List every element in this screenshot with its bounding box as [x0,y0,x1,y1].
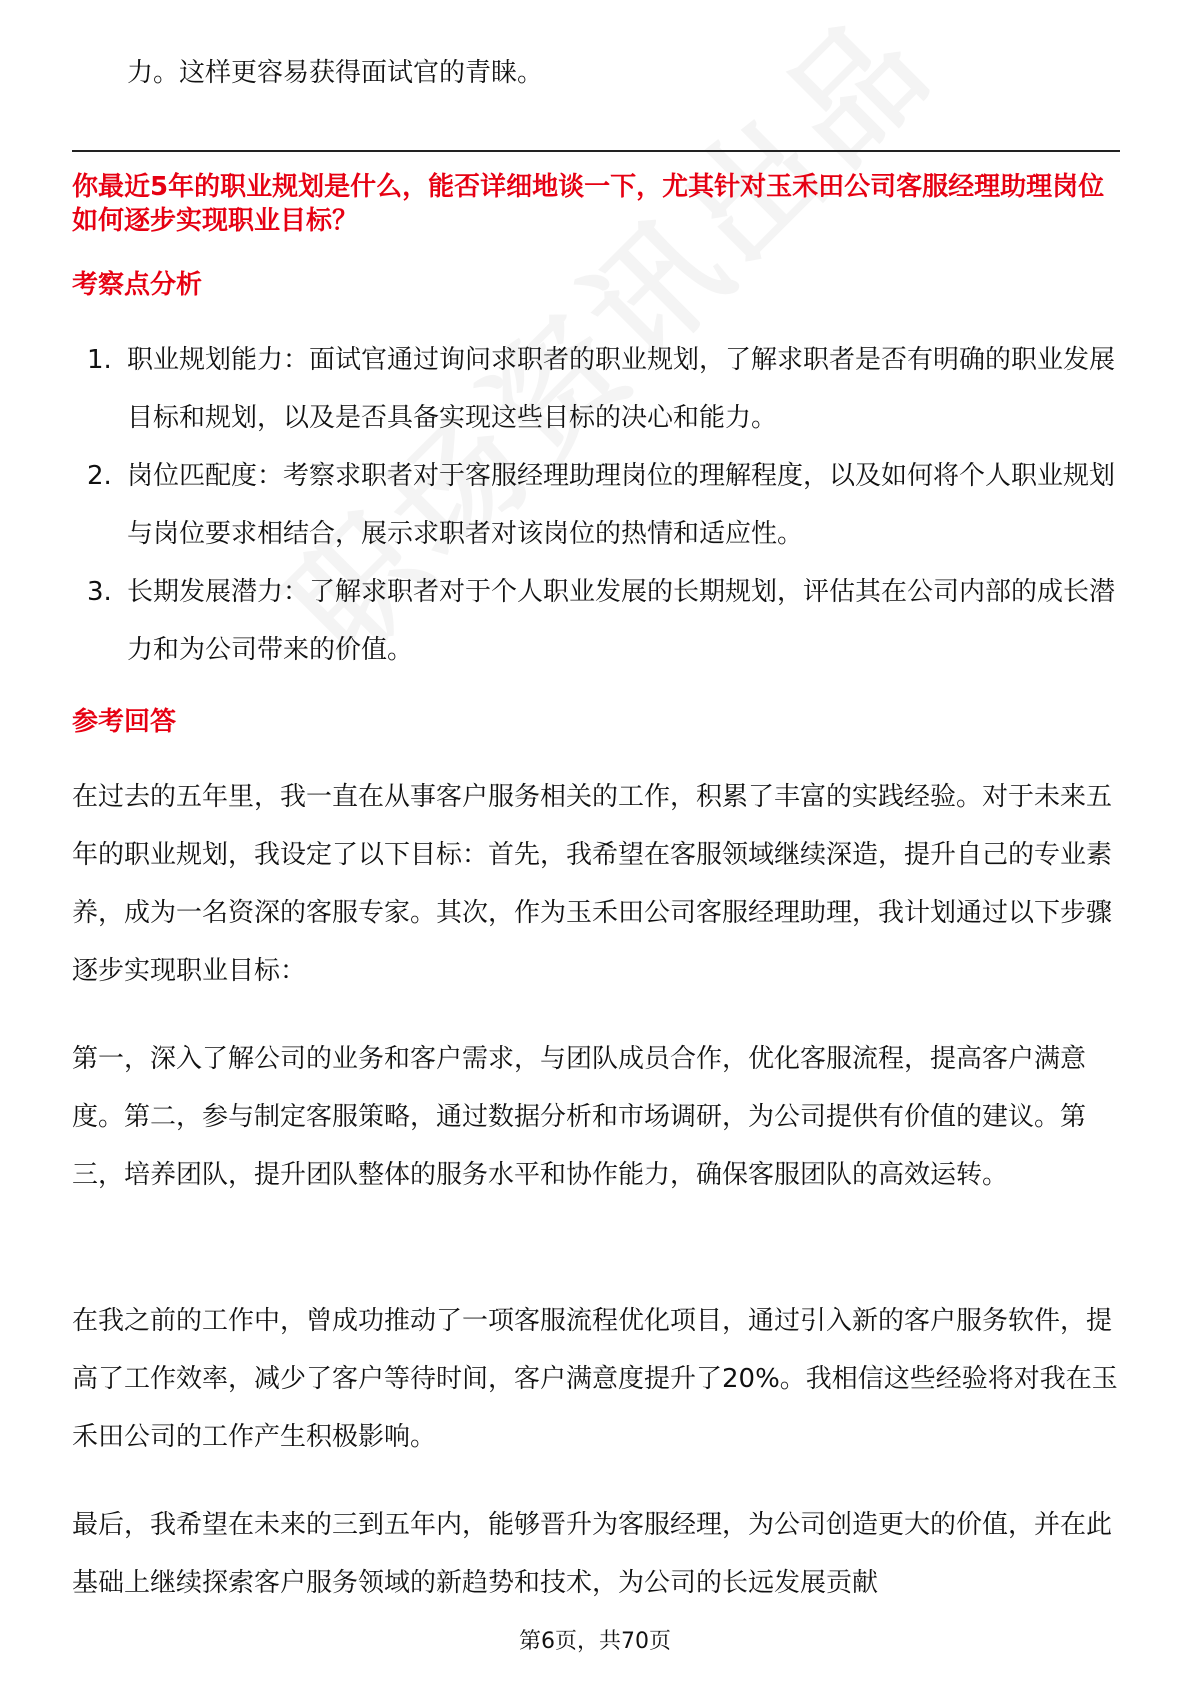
list-item-text: 长期发展潜力：了解求职者对于个人职业发展的长期规划，评估其在公司内部的成长潜力和为公司带来的价值。 [127,577,1116,665]
list-item [87,563,1120,679]
question-title: 你最近5年的职业规划是什么，能否详细地谈一下，尤其针对玉禾田公司客服经理助理岗位如何逐步实现职业目标？ [72,172,1105,236]
list-number: 3. [87,577,112,607]
answer-heading: 参考回答 [72,707,177,737]
section-divider [72,150,1120,152]
page-footer: 第6页，共70页 [519,1629,671,1654]
carry-over-text: 力。这样更容易获得面试官的青睐。 [127,58,544,88]
list-item-text: 职业规划能力：面试官通过询问求职者的职业规划，了解求职者是否有明确的职业发展目标和规划，以及是否具备实现这些目标的决心和能力。 [127,345,1116,433]
answer-paragraph: 在我之前的工作中，曾成功推动了一项客服流程优化项目，通过引入新的客户服务软件，提高了工作效率，减少了客户等待时间，客户满意度提升了20%。我相信这些经验将对我在玉禾田公司的工作产生积极影响。 [72,1306,1118,1452]
list-item [87,447,1120,563]
answer-paragraph: 在过去的五年里，我一直在从事客户服务相关的工作，积累了丰富的实践经验。对于未来五年的职业规划，我设定了以下目标：首先，我希望在客服领域继续深造，提升自己的专业素养，成为一名资深的客服专家。其次，作为玉禾田公司客服经理助理，我计划通过以下步骤逐步实现职业目标： [72,782,1113,986]
list-number: 1. [87,345,112,375]
list-number: 2. [87,461,112,491]
answer-paragraph: 第一，深入了解公司的业务和客户需求，与团队成员合作，优化客服流程，提高客户满意度。第二，参与制定客服策略，通过数据分析和市场调研，为公司提供有价值的建议。第三，培养团队，提升团队整体的服务水平和协作能力，确保客服团队的高效运转。 [72,1044,1087,1190]
list-item-text: 岗位匹配度：考察求职者对于客服经理助理岗位的理解程度，以及如何将个人职业规划与岗位要求相结合，展示求职者对该岗位的热情和适应性。 [127,461,1116,549]
answer-paragraph: 最后，我希望在未来的三到五年内，能够晋升为客服经理，为公司创造更大的价值，并在此基础上继续探索客户服务领域的新趋势和技术，为公司的长远发展贡献 [72,1510,1113,1598]
list-item [87,331,1120,447]
analysis-heading: 考察点分析 [72,270,203,300]
